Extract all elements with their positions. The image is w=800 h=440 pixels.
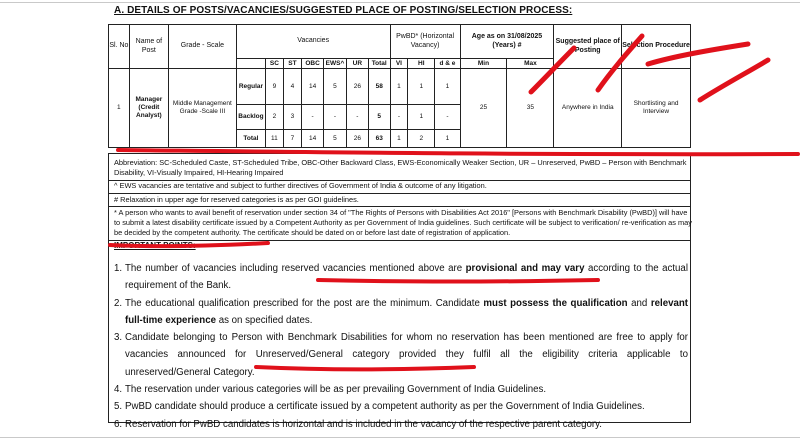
subheader-blank — [236, 59, 265, 69]
list-item — [114, 295, 688, 330]
list-item — [114, 381, 688, 398]
point-segment: PwBD candidate should produce a certificate issued by a competent authority as per the Government of India Guidelines. — [125, 401, 645, 413]
table-cell: 1 — [390, 69, 407, 105]
point-segment: provisional and may vary — [465, 263, 585, 274]
col-header: HI — [408, 59, 435, 69]
point-text — [125, 260, 688, 295]
place-header: Suggested place of Posting — [554, 25, 622, 69]
relaxation-note: # Relaxation in upper age for reserved categories is as per GOI guidelines. — [114, 195, 359, 204]
point-segment: relevant full-time experience — [125, 297, 689, 326]
abbreviation-note: Abbreviation: SC-Scheduled Caste, ST-Scheduled Tribe, OBC-Other Backward Class, EWS-Economically Weaker Section, UR – Unreserved, PwBD – Person with Benchmark Disability, VI-Visually Impaired, HI-Hearing Impaired — [114, 158, 687, 177]
post-name-header: Name of Post — [129, 25, 168, 69]
pwbd-header: PwBD* (Horizontal Vacancy) — [390, 25, 460, 59]
col-header: Total — [368, 59, 390, 69]
table-cell: 7 — [283, 130, 302, 148]
red-check-stroke — [700, 60, 768, 100]
col-header: VI — [390, 59, 407, 69]
age-max-cell: 35 — [507, 69, 554, 148]
bottom-divider — [0, 437, 800, 438]
table-cell: 5 — [368, 105, 390, 130]
point-segment: according to the actual requirement of the Bank. — [125, 263, 688, 292]
point-text — [125, 398, 688, 415]
point-text — [125, 329, 688, 381]
col-header: OBC — [302, 59, 324, 69]
table-cell: 63 — [368, 130, 390, 148]
place-cell: Anywhere in India — [554, 69, 622, 148]
table-cell: 2 — [408, 130, 435, 148]
sl-no-header: Sl. No — [109, 25, 130, 69]
pwbd-note: * A person who wants to avail benefit of reservation under section 34 of "The Rights of Persons with Disabilities Act 2016" [Persons with Benchmark Disability (PwBD)] will have to submit a latest disability certificate issued by a Competent Authority as per Government of India guidelines. Such certificate will be subject to verification/ re-verification as may be decided by the competent authority. The certificate should be dated on or before last date of registration of application. — [114, 208, 692, 237]
point-text — [125, 416, 688, 433]
point-segment: must possess the qualification — [483, 297, 628, 309]
table-cell: 1 — [435, 69, 460, 105]
table-cell: 1 — [408, 105, 435, 130]
point-number: 2. — [114, 297, 123, 309]
table-cell: 2 — [266, 105, 283, 130]
selection-header: Selection Procedure — [622, 25, 691, 69]
list-item — [114, 398, 688, 415]
note-divider — [109, 193, 691, 194]
point-number: 4. — [114, 384, 123, 396]
point-segment: as on specified dates. — [216, 314, 313, 326]
list-item — [114, 416, 688, 433]
table-cell: 14 — [302, 69, 324, 105]
grade-header: Grade - Scale — [169, 25, 237, 69]
table-cell: 4 — [283, 69, 302, 105]
col-header: ST — [283, 59, 302, 69]
table-cell: - — [390, 105, 407, 130]
table-cell: - — [302, 105, 324, 130]
row-label: Backlog — [236, 105, 265, 130]
sl-no-cell: 1 — [109, 69, 130, 148]
section-title: A. DETAILS OF POSTS/VACANCIES/SUGGESTED PLACE OF POSTING/SELECTION PROCESS: — [114, 5, 573, 16]
table-cell: 26 — [346, 69, 368, 105]
table-cell: 1 — [408, 69, 435, 105]
col-header: Max — [507, 59, 554, 69]
table-cell: 1 — [435, 130, 460, 148]
vacancies-header: Vacancies — [236, 25, 390, 59]
point-number: 6. — [114, 418, 123, 430]
point-segment: The number of vacancies including reserved vacancies mentioned above are — [125, 263, 466, 274]
important-points-title: IMPORTANT POINTS: — [114, 241, 196, 250]
table-cell: 26 — [346, 130, 368, 148]
table-cell: 9 — [266, 69, 283, 105]
table-cell: - — [324, 105, 347, 130]
grade-cell: Middle Management Grade -Scale III — [169, 69, 237, 148]
point-segment: Reservation for PwBD candidates is horizontal and is included in the vacancy of the respective parent category. — [125, 418, 602, 430]
col-header: EWS^ — [324, 59, 347, 69]
table-cell: 3 — [283, 105, 302, 130]
list-item — [114, 260, 688, 295]
row-label: Regular — [236, 69, 265, 105]
top-divider — [0, 2, 800, 3]
point-number: 5. — [114, 401, 123, 413]
post-name-cell: Manager (Credit Analyst) — [129, 69, 168, 148]
point-segment: Candidate belonging to Person with Benchmark Disabilities for whom no reservation has been mentioned are free to apply for vacancies announced for Unreserved/General category provided they fulfil all the eligibility criteria applicable to unreserved/General Category. — [125, 332, 688, 378]
col-header: d & e — [435, 59, 460, 69]
col-header: SC — [266, 59, 283, 69]
row-label: Total — [236, 130, 265, 148]
age-header: Age as on 31/08/2025 (Years) # — [460, 25, 554, 59]
col-header: UR — [346, 59, 368, 69]
point-segment: and — [627, 297, 651, 309]
point-segment: The educational qualification prescribed for the post are the minimum. Candidate — [125, 297, 484, 309]
table-cell: - — [346, 105, 368, 130]
table-cell: 14 — [302, 130, 324, 148]
point-number: 3. — [114, 332, 123, 344]
table-cell: 5 — [324, 69, 347, 105]
table-cell: 58 — [368, 69, 390, 105]
list-item — [114, 329, 688, 381]
point-segment: The reservation under various categories will be as per prevailing Government of India Guidelines. — [125, 384, 547, 396]
age-min-cell: 25 — [460, 69, 507, 148]
table-cell: 11 — [266, 130, 283, 148]
point-text — [125, 381, 688, 398]
ews-note: ^ EWS vacancies are tentative and subject to further directives of Government of India & outcome of any litigation. — [114, 181, 487, 190]
note-divider — [109, 240, 691, 241]
important-points-list — [114, 260, 688, 433]
point-text — [125, 295, 688, 330]
selection-cell: Shortlisting and Interview — [622, 69, 691, 148]
vacancy-table — [108, 24, 691, 148]
table-cell: - — [435, 105, 460, 130]
point-number: 1. — [114, 263, 123, 274]
table-cell: 5 — [324, 130, 347, 148]
table-cell: 1 — [390, 130, 407, 148]
note-divider — [109, 206, 691, 207]
col-header: Min — [460, 59, 507, 69]
